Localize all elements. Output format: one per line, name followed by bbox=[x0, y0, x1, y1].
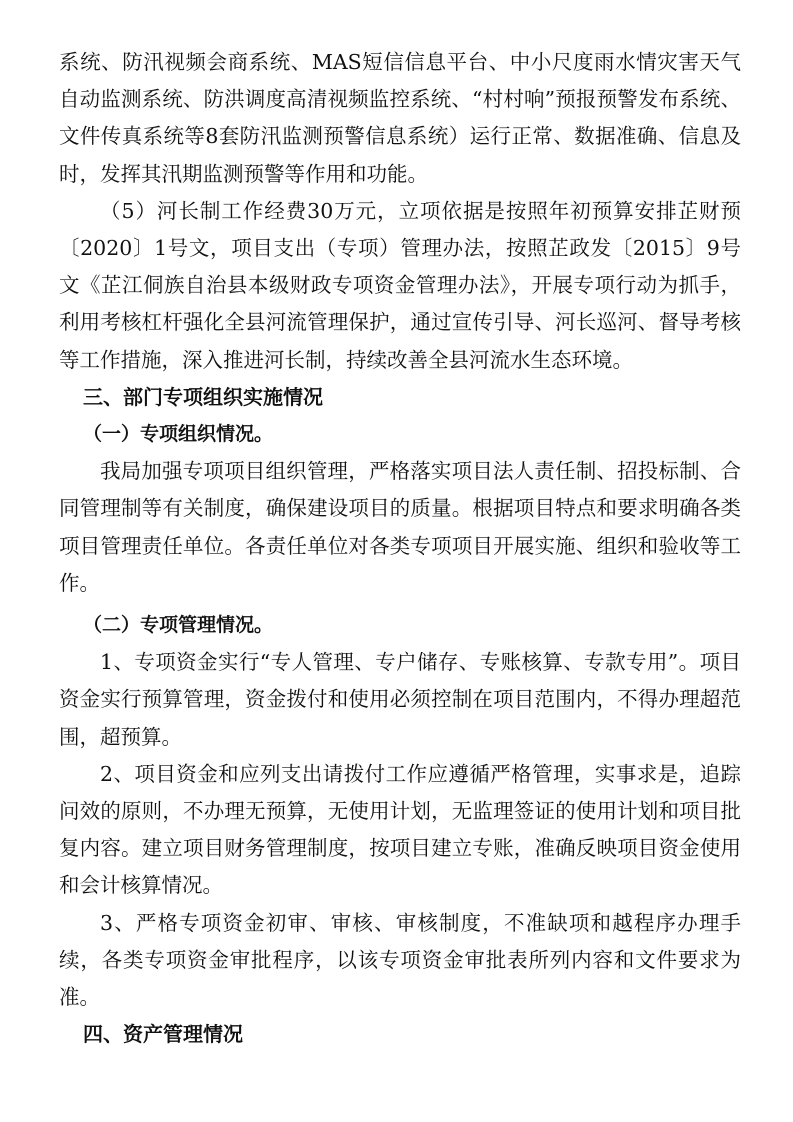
subsection-heading-management: （二）专项管理情况。 bbox=[83, 614, 274, 637]
document-page bbox=[59, 44, 741, 1053]
paragraph-management-2: 2、项目资金和应列支出请拨付工作应遵循严格管理，实事求是，追踪问效的原则，不办理无预算，无使用计划，无监理签证的使用计划和项目批复内容。建立项目财务管理制度，按项目建立专账，准确反映项目资金使用和会计核算情况。 bbox=[59, 761, 741, 898]
paragraph-river-chief-funding: （5）河长制工作经费30万元，立项依据是按照年初预算安排芷财预〔2020〕1号文，项目支出（专项）管理办法，按照芷政发〔2015〕9号文《芷江侗族自治县本级财政专项资金管理办法》，开展专项行动为抓手，利用考核杠杆强化全县河流管理保护，通过宣传引导、河长巡河、督导考核等工作措施，深入推进河长制，持续改善全县河流水生态环境。 bbox=[59, 198, 741, 372]
subsection-heading-organization: （一）专项组织情况。 bbox=[83, 423, 274, 446]
section-heading-4: 四、资产管理情况 bbox=[83, 1022, 243, 1047]
section-heading-3: 三、部门专项组织实施情况 bbox=[83, 384, 323, 409]
paragraph-organization: 我局加强专项项目组织管理，严格落实项目法人责任制、招投标制、合同管理制等有关制度，确保建设项目的质量。根据项目特点和要求明确各类项目管理责任单位。各责任单位对各类专项项目开展实施、组织和验收等工作。 bbox=[59, 459, 741, 595]
paragraph-monitoring-systems: 系统、防汛视频会商系统、MAS短信信息平台、中小尺度雨水情灾害天气自动监测系统、防洪调度高清视频监控系统、“村村响”预报预警发布系统、文件传真系统等8套防汛监测预警信息系统）运行正常、数据准确、信息及时，发挥其汛期监测预警等作用和功能。 bbox=[59, 50, 741, 186]
paragraph-management-1: 1、专项资金实行“专人管理、专户储存、专账核算、专款专用”。项目资金实行预算管理，资金拨付和使用必须控制在项目范围内，不得办理超范围，超预算。 bbox=[59, 650, 741, 749]
paragraph-management-3: 3、严格专项资金初审、审核、审核制度，不准缺项和越程序办理手续，各类专项资金审批程序，以该专项资金审批表所列内容和文件要求为准。 bbox=[59, 910, 741, 1010]
